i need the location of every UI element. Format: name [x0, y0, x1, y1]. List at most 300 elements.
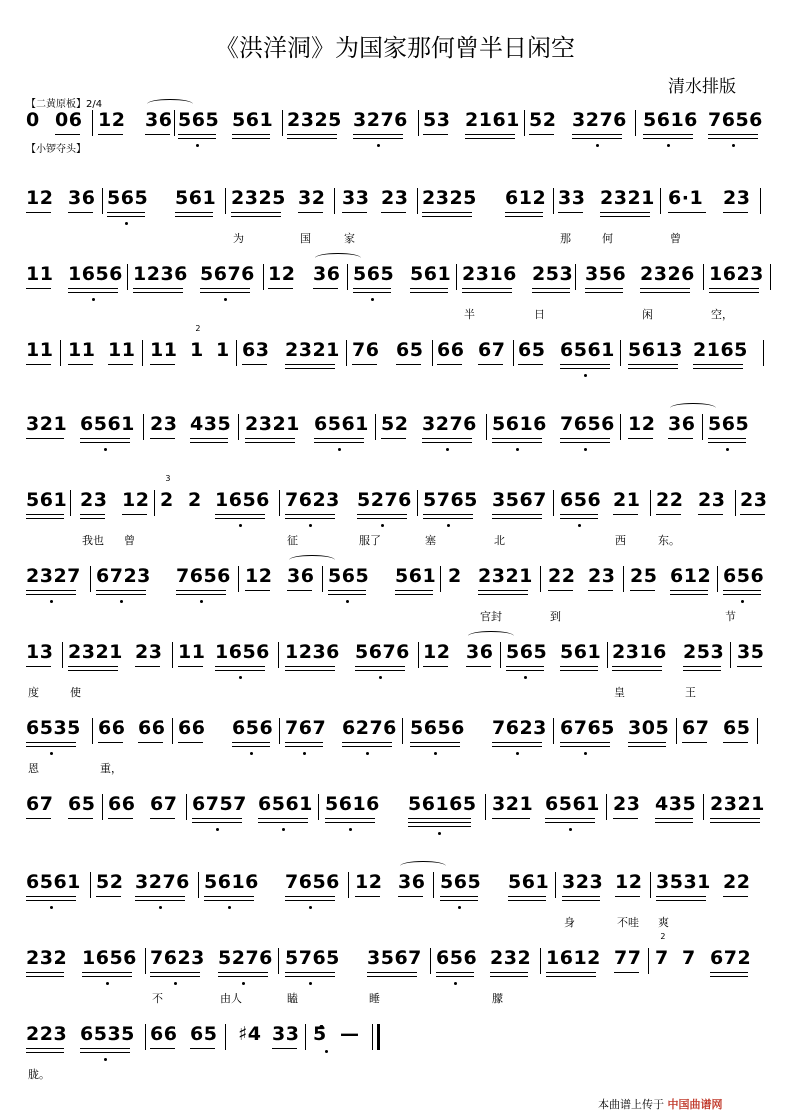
underline-beam [287, 134, 337, 135]
barline [225, 188, 226, 214]
note-digits: 3567 [492, 489, 547, 511]
note-digits: 1623 [709, 263, 764, 285]
underline-beam [353, 288, 391, 289]
note-group [508, 870, 550, 940]
underline-beam [422, 438, 472, 439]
grace-note: 2 [195, 324, 201, 333]
low-octave-dot [560, 752, 610, 756]
note-group [440, 870, 482, 940]
low-octave-dot [353, 298, 391, 302]
note-group [55, 108, 83, 178]
lyric-text: 西 [615, 534, 626, 547]
underline-beam [478, 364, 503, 365]
note-digits: 565 [708, 413, 750, 435]
note-digits: 656 [232, 717, 274, 739]
low-octave-dot [560, 374, 610, 378]
note-digits: 12 [245, 565, 273, 587]
note-group [560, 640, 602, 710]
underline-beam [80, 514, 105, 515]
underline-beam [215, 670, 265, 671]
underline-beam [135, 666, 160, 667]
page-title: 《洪洋洞》为国家那何曾半日闲空 [215, 34, 575, 62]
barline [607, 642, 608, 668]
note-digits: 1236 [133, 263, 188, 285]
note-digits: 36 [145, 109, 173, 131]
underline-beam [342, 742, 392, 743]
note-digits: 2321 [600, 187, 655, 209]
note-group [628, 338, 683, 408]
note-digits: 672 [710, 947, 752, 969]
note-group [353, 108, 408, 178]
low-octave-dot [285, 906, 335, 910]
note-group [108, 792, 136, 862]
note-digits: 565 [178, 109, 220, 131]
underline-beam [68, 818, 93, 819]
note-digits: 67 [682, 717, 710, 739]
note-group [68, 262, 123, 332]
underline-beam [465, 138, 515, 139]
note-group [655, 932, 669, 1016]
note-group [145, 108, 173, 178]
low-octave-dot [492, 752, 542, 756]
underline-beam [352, 364, 377, 365]
lyric-text: 恩 [28, 762, 39, 775]
note-digits: 1656 [68, 263, 123, 285]
lyric-text: 家 [344, 232, 355, 245]
underline-beam [287, 590, 312, 591]
note-group [668, 412, 696, 482]
note-group [272, 1022, 300, 1092]
note-digits: 63 [242, 339, 270, 361]
note-group [708, 108, 763, 178]
underline-beam [440, 900, 478, 901]
note-group [188, 488, 201, 558]
underline-beam [436, 972, 474, 973]
note-group [176, 564, 231, 634]
lyric-text: 空， [711, 308, 733, 321]
underline-beam [613, 514, 638, 515]
note-group [150, 946, 205, 1016]
underline-beam [122, 514, 147, 515]
barline [418, 642, 419, 668]
underline-beam [68, 212, 93, 213]
notation-system [0, 932, 790, 1016]
note-group [80, 1022, 135, 1092]
barline [553, 490, 554, 516]
barline [524, 110, 525, 136]
low-octave-dot [80, 448, 130, 452]
underline-beam [190, 442, 228, 443]
underline-beam [492, 818, 530, 819]
note-digits: 2325 [422, 187, 477, 209]
note-digits: 6561 [26, 871, 81, 893]
notation-system [0, 262, 790, 332]
barline [263, 264, 264, 290]
note-digits: 561 [508, 871, 550, 893]
underline-beam [80, 518, 105, 519]
note-group [325, 792, 380, 862]
barline [735, 490, 736, 516]
note-group [548, 564, 576, 634]
underline-beam [562, 896, 600, 897]
note-group [465, 108, 520, 178]
underline-beam [285, 746, 323, 747]
note-group [381, 412, 409, 482]
note-digits: 36 [466, 641, 494, 663]
underline-beam [615, 896, 640, 897]
underline-beam [613, 818, 638, 819]
underline-beam [192, 818, 242, 819]
underline-beam [133, 292, 183, 293]
underline-beam [26, 212, 51, 213]
note-group [357, 488, 412, 558]
barline [730, 642, 731, 668]
note-digits: 7623 [492, 717, 547, 739]
note-group [448, 564, 461, 634]
underline-beam [585, 288, 623, 289]
underline-beam [670, 590, 708, 591]
lyric-text: 由人 [220, 992, 242, 1005]
underline-beam [108, 818, 133, 819]
note-digits: 33 [342, 187, 370, 209]
underline-beam [395, 594, 433, 595]
barline [575, 264, 576, 290]
notation-system [0, 324, 790, 408]
note-digits: 52 [96, 871, 124, 893]
underline-beam [176, 590, 226, 591]
lyric-text: 爽 [658, 916, 669, 929]
note-digits: 6765 [560, 717, 615, 739]
note-digits: 77 [614, 947, 642, 969]
underline-beam [492, 442, 542, 443]
note-group [546, 946, 601, 1016]
note-group [492, 412, 547, 482]
barline [278, 642, 279, 668]
note-group [178, 108, 220, 178]
footer-credit [598, 1096, 723, 1112]
notation-system [0, 108, 790, 178]
note-group [190, 324, 204, 408]
note-digits: 11 [26, 339, 54, 361]
low-octave-dot [107, 222, 145, 226]
underline-beam [135, 900, 185, 901]
underline-beam [272, 1048, 297, 1049]
note-digits: 5̂ [313, 1023, 327, 1045]
note-group [613, 488, 641, 558]
low-octave-dot [218, 982, 268, 986]
note-digits: 65 [190, 1023, 218, 1045]
underline-beam [82, 972, 132, 973]
underline-beam [178, 138, 216, 139]
underline-beam [628, 368, 678, 369]
note-group [150, 412, 178, 482]
note-digits: 06 [55, 109, 83, 131]
lyric-text: 瞌 [287, 992, 298, 1005]
note-digits: 565 [440, 871, 482, 893]
underline-beam [80, 1052, 130, 1053]
low-octave-dot [26, 752, 76, 756]
note-group [656, 870, 711, 940]
note-digits: 3567 [367, 947, 422, 969]
note-digits: 32 [298, 187, 326, 209]
lyric-text: 胧。 [28, 1068, 50, 1081]
underline-beam [709, 288, 759, 289]
underline-beam [423, 518, 473, 519]
underline-beam [68, 292, 118, 293]
underline-beam [215, 666, 265, 667]
note-digits: 36 [313, 263, 341, 285]
note-group [478, 564, 533, 634]
underline-beam [192, 822, 242, 823]
underline-beam [285, 742, 323, 743]
note-group [640, 262, 695, 332]
underline-beam [708, 134, 758, 135]
barline [486, 414, 487, 440]
low-octave-dot [506, 676, 544, 680]
barline [553, 188, 554, 214]
note-digits: 12 [423, 641, 451, 663]
underline-beam [693, 368, 743, 369]
barline [347, 264, 348, 290]
site-logo[interactable]: 中国曲谱网 [667, 1098, 723, 1111]
underline-beam [492, 514, 542, 515]
underline-beam [737, 666, 762, 667]
barline [676, 718, 677, 744]
underline-beam [588, 590, 613, 591]
underline-beam [245, 590, 270, 591]
note-group [26, 262, 54, 332]
note-digits: 7656 [560, 413, 615, 435]
low-octave-dot [643, 144, 693, 148]
underline-beam [96, 590, 146, 591]
note-digits: 23 [740, 489, 768, 511]
underline-beam [585, 292, 623, 293]
luogu-label: 【小锣夺头】 [26, 144, 86, 155]
low-octave-dot [82, 982, 132, 986]
note-group [682, 716, 710, 786]
note-digits: 6757 [192, 793, 247, 815]
lyric-text: 重， [100, 762, 122, 775]
note-digits: 66 [150, 1023, 178, 1045]
note-group [287, 108, 342, 178]
underline-beam [560, 742, 610, 743]
note-digits: 656 [560, 489, 602, 511]
note-group [245, 412, 300, 482]
low-octave-dot [423, 524, 473, 528]
underline-beam [328, 590, 366, 591]
note-group [150, 338, 178, 408]
underline-beam [395, 590, 433, 591]
underline-beam [572, 138, 622, 139]
underline-beam [285, 666, 335, 667]
notation-system [0, 870, 790, 940]
note-digits: 232 [26, 947, 68, 969]
barline [143, 414, 144, 440]
notation-system [0, 412, 790, 482]
notation-system [0, 792, 790, 862]
barline [102, 794, 103, 820]
note-digits: 22 [548, 565, 576, 587]
underline-beam [68, 364, 93, 365]
note-group [668, 186, 706, 256]
note-digits: 33 [272, 1023, 300, 1045]
note-digits: 22 [723, 871, 751, 893]
note-group [381, 186, 409, 256]
note-digits: 2165 [693, 339, 748, 361]
note-digits: 65 [518, 339, 546, 361]
underline-beam [232, 134, 270, 135]
note-group [630, 564, 658, 634]
underline-beam [26, 746, 76, 747]
note-group [68, 792, 96, 862]
underline-beam [138, 742, 163, 743]
lyric-text: 身 [564, 916, 575, 929]
underline-beam [628, 742, 666, 743]
note-digits: 5765 [285, 947, 340, 969]
note-digits: 7656 [708, 109, 763, 131]
note-group [26, 338, 54, 408]
lyric-text: 为 [233, 232, 244, 245]
underline-beam [708, 138, 758, 139]
underline-beam [709, 292, 759, 293]
underline-beam [465, 134, 515, 135]
note-group [353, 262, 395, 332]
slur-mark [400, 861, 446, 871]
underline-beam [355, 896, 380, 897]
underline-beam [231, 212, 281, 213]
underline-beam [26, 900, 76, 901]
barline [60, 340, 61, 366]
barline [606, 794, 607, 820]
low-octave-dot [408, 832, 471, 836]
underline-beam [200, 288, 250, 289]
note-digits: 561 [232, 109, 274, 131]
note-group [178, 640, 206, 710]
barline [279, 490, 280, 516]
underline-beam [381, 212, 406, 213]
note-group [643, 108, 698, 178]
underline-beam [668, 212, 706, 213]
barline [433, 872, 434, 898]
underline-beam [218, 976, 268, 977]
underline-beam [314, 442, 364, 443]
note-digits: 2325 [287, 109, 342, 131]
note-digits: 5765 [423, 489, 478, 511]
note-group [342, 716, 397, 786]
note-group [68, 186, 96, 256]
underline-beam [532, 292, 570, 293]
note-digits: 11 [108, 339, 136, 361]
note-group [505, 186, 547, 256]
note-digits: 561 [395, 565, 437, 587]
note-digits: 12 [615, 871, 643, 893]
note-group [355, 870, 383, 940]
note-group [258, 792, 313, 862]
note-group [313, 1022, 338, 1092]
notation-system [0, 640, 790, 710]
low-octave-dot [178, 144, 216, 148]
barline [172, 642, 173, 668]
note-digits: 1656 [82, 947, 137, 969]
note-group [709, 262, 764, 332]
note-digits: 2321 [68, 641, 123, 663]
lyric-text: 何 [602, 232, 613, 245]
underline-beam [612, 670, 662, 671]
note-group [612, 640, 667, 710]
note-digits: 3276 [135, 871, 190, 893]
note-digits: 2321 [285, 339, 340, 361]
note-digits: 36 [398, 871, 426, 893]
note-group [572, 108, 627, 178]
low-octave-dot [313, 1050, 338, 1054]
notation-system [0, 564, 790, 634]
note-digits: 23 [80, 489, 108, 511]
note-group [710, 792, 765, 862]
note-digits: 36 [287, 565, 315, 587]
note-digits: 561 [175, 187, 217, 209]
note-group [135, 640, 163, 710]
note-group [737, 640, 765, 710]
underline-beam [285, 518, 335, 519]
underline-beam [26, 976, 64, 977]
note-group [683, 640, 725, 710]
note-group [150, 1022, 178, 1092]
barline [418, 110, 419, 136]
note-group [26, 108, 39, 178]
underline-beam [558, 212, 583, 213]
note-group [655, 792, 697, 862]
note-group [710, 946, 752, 1016]
note-group [242, 338, 270, 408]
underline-beam [287, 138, 337, 139]
underline-beam [683, 666, 721, 667]
note-digits: 65 [396, 339, 424, 361]
note-digits: 5616 [204, 871, 259, 893]
note-digits: 11 [150, 339, 178, 361]
underline-beam [560, 438, 610, 439]
barline [540, 948, 541, 974]
underline-beam [353, 292, 391, 293]
note-digits: 67 [26, 793, 54, 815]
low-octave-dot [314, 448, 364, 452]
underline-beam [708, 442, 746, 443]
underline-beam [285, 514, 335, 515]
barline [62, 642, 63, 668]
note-digits: 6276 [342, 717, 397, 739]
underline-beam [628, 364, 678, 365]
underline-beam [562, 900, 600, 901]
underline-beam [107, 216, 145, 217]
underline-beam [68, 288, 118, 289]
low-octave-dot [560, 524, 598, 528]
barline [282, 110, 283, 136]
note-digits: 23 [150, 413, 178, 435]
barline [172, 718, 173, 744]
note-group [518, 338, 546, 408]
underline-beam [560, 670, 598, 671]
note-group [26, 792, 54, 862]
underline-beam [710, 818, 760, 819]
underline-beam [80, 1048, 130, 1049]
underline-beam [723, 594, 761, 595]
note-digits: 565 [328, 565, 370, 587]
barline [305, 1024, 306, 1050]
note-group [560, 488, 602, 558]
lyric-text: 我也 [82, 534, 104, 547]
lyric-text: 东。 [658, 534, 680, 547]
underline-beam [462, 292, 512, 293]
low-octave-dot [80, 1058, 130, 1062]
